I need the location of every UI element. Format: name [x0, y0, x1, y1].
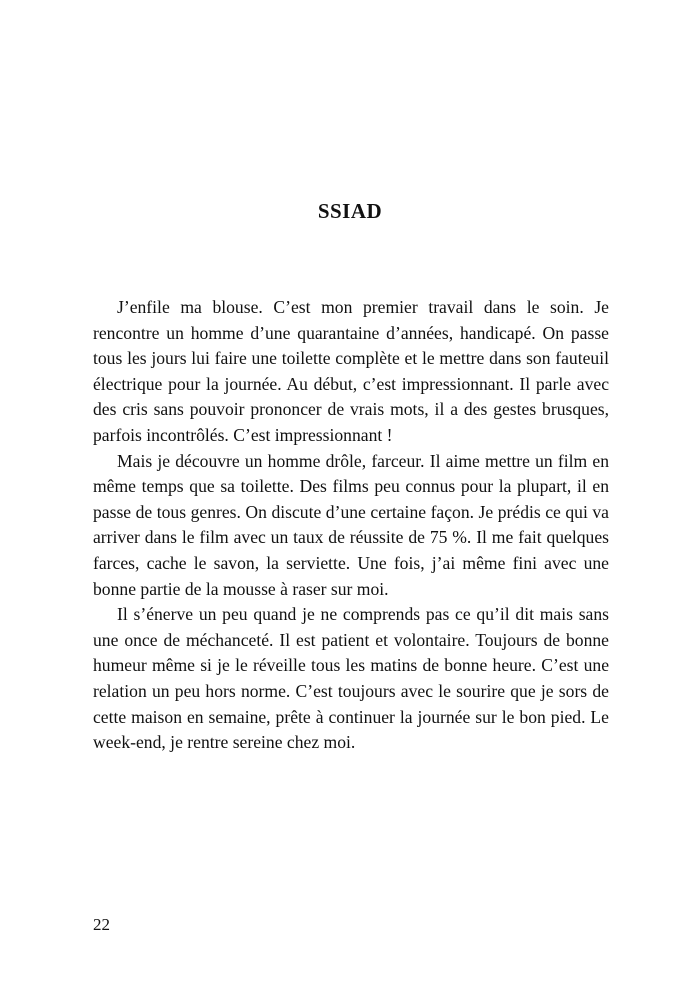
chapter-body — [93, 295, 609, 756]
paragraph-2: Mais je découvre un homme drôle, farceur. Il aime mettre un film en même temps que sa toilette. Des films peu connus pour la plupart, il en passe de tous genres. On discute d’une certaine façon. Je prédis ce qui va arriver dans le film avec un taux de réussite de 75 %. Il me fait quelques farces, cache le savon, la serviette. Une fois, j’ai même fini avec une bonne partie de la mousse à raser sur moi. — [93, 450, 609, 599]
paragraph-1: J’enfile ma blouse. C’est mon premier travail dans le soin. Je rencontre un homme d’une quarantaine d’années, handicapé. On passe tous les jours lui faire une toilette complète et le mettre dans son fauteuil électrique pour la journée. Au début, c’est impressionnant. Il parle avec des cris sans pouvoir prononcer de vrais mots, il a des gestes brusques, parfois incontrôlés. C’est impressionnant ! — [93, 297, 609, 445]
page-number: 22 — [93, 915, 110, 934]
paragraph-3: Il s’énerve un peu quand je ne comprends pas ce qu’il dit mais sans une once de méchanceté. Il est patient et volontaire. Toujours de bonne humeur même si je le réveille tous les matins de bonne heure. C’est une relation un peu hors norme. C’est toujours avec le sourire que je sors de cette maison en semaine, prête à continuer la journée sur le bon pied. Le week-end, je rentre sereine chez moi. — [93, 604, 609, 753]
chapter-title: SSIAD — [317, 199, 383, 223]
